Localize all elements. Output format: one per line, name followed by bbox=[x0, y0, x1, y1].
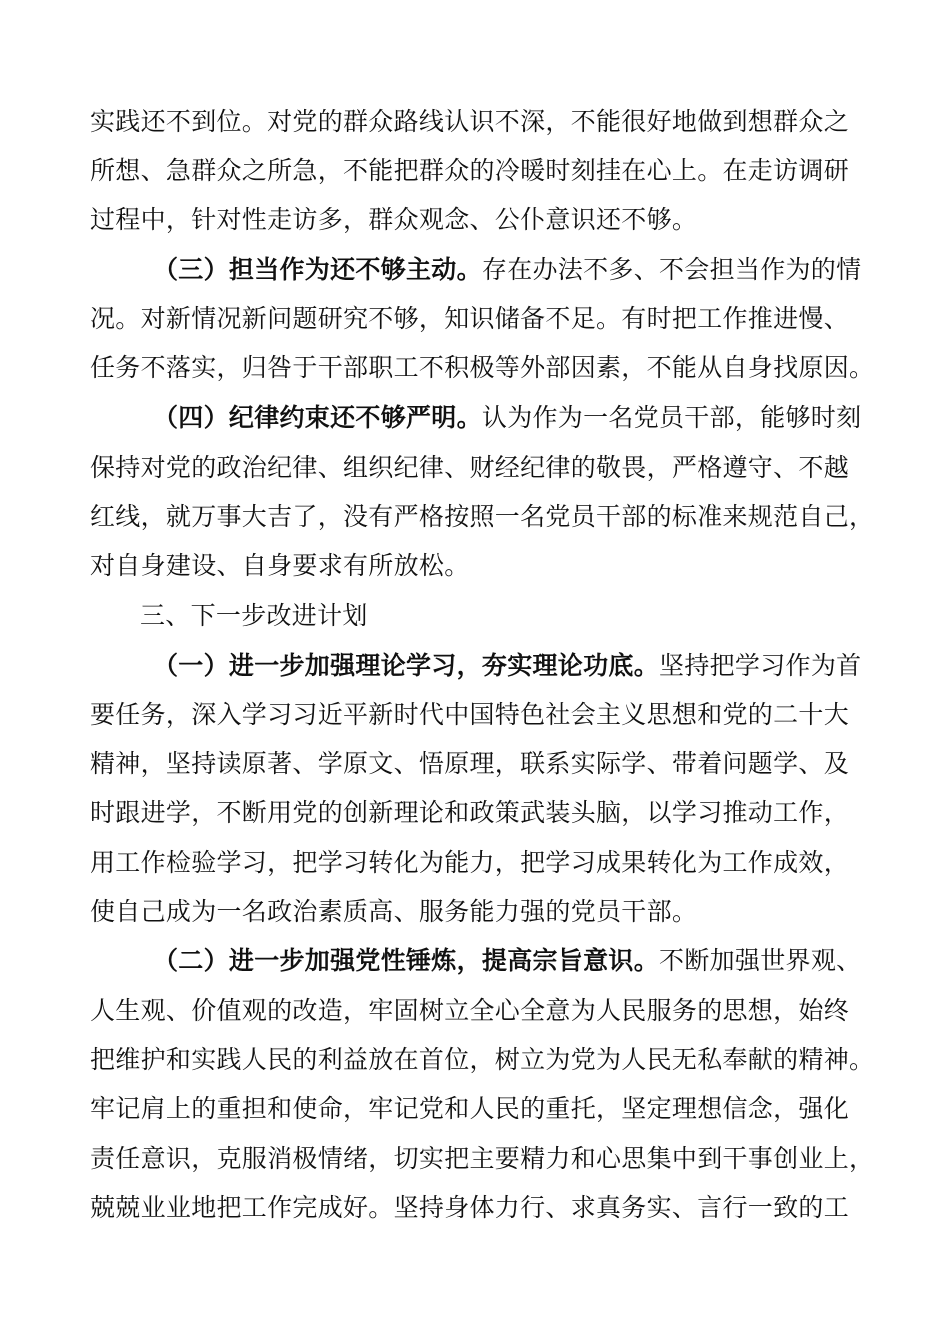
text-line: 责任意识，克服消极情绪，切实把主要精力和心思集中到干事创业上， bbox=[90, 1144, 875, 1173]
text-line: 把维护和实践人民的利益放在首位，树立为党为人民无私奉献的精神。 bbox=[90, 1045, 875, 1074]
text-line: 人生观、价值观的改造，牢固树立全心全意为人民服务的思想，始终 bbox=[90, 996, 850, 1025]
text-line: 牢记肩上的重担和使命，牢记党和人民的重托，坚定理想信念，强化 bbox=[90, 1094, 850, 1123]
text-line: 要任务，深入学习习近平新时代中国特色社会主义思想和党的二十大 bbox=[90, 700, 850, 729]
text-line: 对自身建设、自身要求有所放松。 bbox=[90, 551, 470, 580]
section-heading-4: （四）纪律约束还不够严明。认为作为一名党员干部，能够时刻 bbox=[153, 403, 862, 432]
text-line: 过程中，针对性走访多，群众观念、公仆意识还不够。 bbox=[90, 205, 698, 234]
text-line: 精神，坚持读原著、学原文、悟原理，联系实际学、带着问题学、及 bbox=[90, 749, 850, 778]
text-line: 时跟进学，不断用党的创新理论和政策武装头脑，以学习推动工作， bbox=[90, 798, 850, 827]
section-heading-2: （二）进一步加强党性锤炼，提高宗旨意识。不断加强世界观、 bbox=[153, 946, 862, 975]
text-line: 保持对党的政治纪律、组织纪律、财经纪律的敬畏，严格遵守、不越 bbox=[90, 453, 850, 482]
text-line: 用工作检验学习，把学习转化为能力，把学习成果转化为工作成效， bbox=[90, 848, 850, 877]
section-heading-3: （三）担当作为还不够主动。存在办法不多、不会担当作为的情 bbox=[153, 255, 862, 284]
chapter-heading: 三、下一步改进计划 bbox=[140, 601, 368, 630]
text-line: 任务不落实，归咎于干部职工不积极等外部因素，不能从自身找原因。 bbox=[90, 353, 875, 382]
text-line: 所想、急群众之所急，不能把群众的冷暖时刻挂在心上。在走访调研 bbox=[90, 156, 850, 185]
text-line: 使自己成为一名政治素质高、服务能力强的党员干部。 bbox=[90, 897, 698, 926]
text-line: 况。对新情况新问题研究不够，知识储备不足。有时把工作推进慢、 bbox=[90, 304, 850, 333]
text-line: 兢兢业业地把工作完成好。坚持身体力行、求真务实、言行一致的工 bbox=[90, 1193, 850, 1222]
section-heading-1: （一）进一步加强理论学习，夯实理论功底。坚持把学习作为首 bbox=[153, 651, 862, 680]
text-line: 实践还不到位。对党的群众路线认识不深，不能很好地做到想群众之 bbox=[90, 107, 850, 136]
text-line: 红线，就万事大吉了，没有严格按照一名党员干部的标准来规范自己， bbox=[90, 502, 875, 531]
